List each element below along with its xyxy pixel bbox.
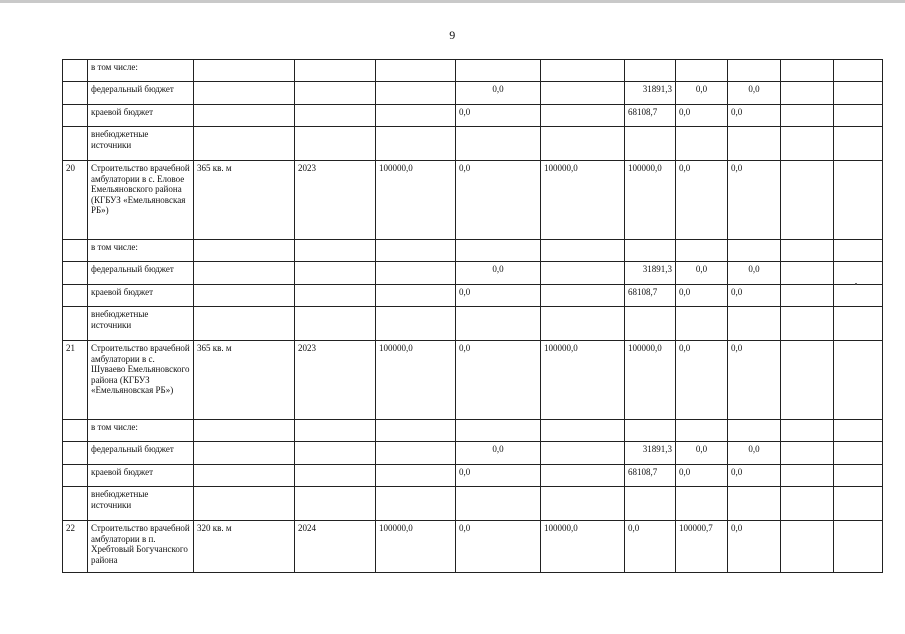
col11-cell (834, 521, 883, 573)
total-cell: 100000,0 (376, 341, 456, 420)
col8-cell: 0,0 (676, 285, 728, 307)
col8-cell: 0,0 (676, 442, 728, 465)
col7-cell (625, 487, 676, 521)
col8-cell: 0,0 (676, 105, 728, 127)
col5-cell: 0,0 (456, 341, 541, 420)
col11-cell (834, 307, 883, 341)
row-label-cell: федеральный бюджет (88, 442, 194, 465)
row-label-cell: федеральный бюджет (88, 82, 194, 105)
col7-cell: 100000,0 (625, 341, 676, 420)
col5-cell: 0,0 (456, 465, 541, 487)
col7-cell: 31891,3 (625, 442, 676, 465)
col7-cell (625, 420, 676, 442)
col7-cell (625, 60, 676, 82)
row-number-cell: 21 (63, 341, 88, 420)
table-row-item-22 (63, 521, 883, 573)
total-cell (376, 442, 456, 465)
col8-cell (676, 127, 728, 161)
row-number-cell (63, 60, 88, 82)
table-row (63, 307, 883, 341)
col9-cell (728, 60, 781, 82)
col6-cell (541, 105, 625, 127)
col9-cell: 0,0 (728, 161, 781, 240)
col7-cell (625, 240, 676, 262)
budget-table (62, 59, 883, 573)
area-cell (194, 487, 295, 521)
row-number-cell (63, 420, 88, 442)
col9-cell: 0,0 (728, 465, 781, 487)
year-cell (295, 420, 376, 442)
col6-cell (541, 262, 625, 285)
col6-cell: 100000,0 (541, 521, 625, 573)
col6-cell (541, 285, 625, 307)
row-number-cell (63, 82, 88, 105)
table-row-item-21 (63, 341, 883, 420)
col11-cell (834, 487, 883, 521)
year-cell (295, 262, 376, 285)
col6-cell: 100000,0 (541, 161, 625, 240)
col9-cell (728, 127, 781, 161)
col9-cell (728, 487, 781, 521)
row-label-cell: Строительство врачебной амбулатории в п. Хребтовый Богучанского района (88, 521, 194, 573)
col8-cell (676, 60, 728, 82)
col10-cell (781, 341, 834, 420)
col11-cell (834, 420, 883, 442)
row-number-cell (63, 105, 88, 127)
total-cell: 100000,0 (376, 161, 456, 240)
total-cell (376, 127, 456, 161)
col8-cell: 0,0 (676, 341, 728, 420)
col9-cell: 0,0 (728, 262, 781, 285)
area-cell (194, 262, 295, 285)
area-cell (194, 60, 295, 82)
total-cell: 100000,0 (376, 521, 456, 573)
col10-cell (781, 127, 834, 161)
col5-cell (456, 420, 541, 442)
col5-cell (456, 60, 541, 82)
total-cell (376, 285, 456, 307)
col8-cell (676, 307, 728, 341)
year-cell: 2023 (295, 161, 376, 240)
row-number-cell (63, 465, 88, 487)
total-cell (376, 82, 456, 105)
col11-cell (834, 465, 883, 487)
col7-cell (625, 307, 676, 341)
col10-cell (781, 82, 834, 105)
row-label-cell: внебюджетные источники (88, 487, 194, 521)
total-cell (376, 262, 456, 285)
table-row (63, 465, 883, 487)
col9-cell: 0,0 (728, 521, 781, 573)
year-cell (295, 307, 376, 341)
table-row-item-20 (63, 161, 883, 240)
row-label-cell: Строительство врачебной амбулатории в с. Шуваево Емельяновского района (КГБУЗ «Емельяновская РБ») (88, 341, 194, 420)
row-number-cell (63, 262, 88, 285)
scan-top-edge (0, 0, 905, 3)
row-label-cell: в том числе: (88, 60, 194, 82)
col5-cell: 0,0 (456, 285, 541, 307)
col10-cell (781, 105, 834, 127)
row-number-cell (63, 240, 88, 262)
col9-cell: 0,0 (728, 82, 781, 105)
col11-cell (834, 285, 883, 307)
col10-cell (781, 262, 834, 285)
col9-cell: 0,0 (728, 285, 781, 307)
col6-cell (541, 420, 625, 442)
total-cell (376, 420, 456, 442)
col7-cell: 31891,3 (625, 82, 676, 105)
row-number-cell (63, 307, 88, 341)
table-row (63, 60, 883, 82)
col7-cell: 68108,7 (625, 285, 676, 307)
area-cell (194, 285, 295, 307)
col9-cell: 0,0 (728, 105, 781, 127)
year-cell: 2024 (295, 521, 376, 573)
col6-cell (541, 60, 625, 82)
table-row (63, 82, 883, 105)
total-cell (376, 60, 456, 82)
col9-cell (728, 240, 781, 262)
year-cell (295, 285, 376, 307)
area-cell (194, 420, 295, 442)
area-cell (194, 307, 295, 341)
col8-cell: 0,0 (676, 465, 728, 487)
row-label-cell: краевой бюджет (88, 285, 194, 307)
col10-cell (781, 307, 834, 341)
row-number-cell (63, 127, 88, 161)
col11-cell (834, 442, 883, 465)
col5-cell (456, 127, 541, 161)
col9-cell: 0,0 (728, 442, 781, 465)
total-cell (376, 307, 456, 341)
total-cell (376, 487, 456, 521)
col9-cell (728, 420, 781, 442)
year-cell (295, 127, 376, 161)
col8-cell (676, 240, 728, 262)
row-label-cell: федеральный бюджет (88, 262, 194, 285)
row-label-cell: внебюджетные источники (88, 307, 194, 341)
row-number-cell (63, 487, 88, 521)
row-label-cell: внебюджетные источники (88, 127, 194, 161)
area-cell: 320 кв. м (194, 521, 295, 573)
col7-cell: 68108,7 (625, 105, 676, 127)
col6-cell (541, 487, 625, 521)
col9-cell (728, 307, 781, 341)
year-cell (295, 465, 376, 487)
area-cell (194, 240, 295, 262)
col7-cell: 31891,3 (625, 262, 676, 285)
col10-cell (781, 161, 834, 240)
col11-cell (834, 240, 883, 262)
row-label-cell: в том числе: (88, 420, 194, 442)
col10-cell (781, 487, 834, 521)
year-cell (295, 240, 376, 262)
area-cell (194, 82, 295, 105)
area-cell (194, 442, 295, 465)
col9-cell: 0,0 (728, 341, 781, 420)
table-row (63, 262, 883, 285)
total-cell (376, 465, 456, 487)
col8-cell: 0,0 (676, 262, 728, 285)
col11-cell (834, 127, 883, 161)
col6-cell (541, 442, 625, 465)
table-row (63, 240, 883, 262)
row-label-cell: краевой бюджет (88, 105, 194, 127)
year-cell (295, 442, 376, 465)
col10-cell (781, 521, 834, 573)
col5-cell: 0,0 (456, 82, 541, 105)
col11-cell (834, 341, 883, 420)
col10-cell (781, 465, 834, 487)
row-label-cell: в том числе: (88, 240, 194, 262)
col5-cell: 0,0 (456, 262, 541, 285)
row-label-cell: Строительство врачебной амбулатории в с. Еловое Емельяновского района (КГБУЗ «Емельяновская РБ») (88, 161, 194, 240)
col8-cell: 0,0 (676, 161, 728, 240)
col8-cell: 100000,7 (676, 521, 728, 573)
col6-cell (541, 307, 625, 341)
row-number-cell: 20 (63, 161, 88, 240)
col11-cell (834, 82, 883, 105)
col10-cell (781, 240, 834, 262)
scan-speck (855, 283, 857, 285)
table-row (63, 420, 883, 442)
area-cell: 365 кв. м (194, 161, 295, 240)
col11-cell (834, 161, 883, 240)
col5-cell (456, 487, 541, 521)
col10-cell (781, 60, 834, 82)
table-row (63, 285, 883, 307)
row-number-cell: 22 (63, 521, 88, 573)
col7-cell (625, 127, 676, 161)
col11-cell (834, 262, 883, 285)
col6-cell (541, 127, 625, 161)
table-row (63, 442, 883, 465)
col7-cell: 100000,0 (625, 161, 676, 240)
total-cell (376, 105, 456, 127)
col8-cell (676, 420, 728, 442)
col8-cell: 0,0 (676, 82, 728, 105)
col6-cell (541, 240, 625, 262)
col5-cell: 0,0 (456, 442, 541, 465)
col5-cell: 0,0 (456, 521, 541, 573)
area-cell (194, 127, 295, 161)
row-number-cell (63, 285, 88, 307)
year-cell (295, 487, 376, 521)
table-row (63, 105, 883, 127)
year-cell (295, 105, 376, 127)
total-cell (376, 240, 456, 262)
col10-cell (781, 420, 834, 442)
col7-cell: 68108,7 (625, 465, 676, 487)
col5-cell: 0,0 (456, 105, 541, 127)
col8-cell (676, 487, 728, 521)
col10-cell (781, 285, 834, 307)
col5-cell (456, 307, 541, 341)
col5-cell (456, 240, 541, 262)
table-row (63, 127, 883, 161)
table-row (63, 487, 883, 521)
area-cell (194, 105, 295, 127)
year-cell (295, 60, 376, 82)
page-number: 9 (449, 28, 456, 42)
col6-cell: 100000,0 (541, 341, 625, 420)
col11-cell (834, 60, 883, 82)
col6-cell (541, 465, 625, 487)
col10-cell (781, 442, 834, 465)
col6-cell (541, 82, 625, 105)
area-cell: 365 кв. м (194, 341, 295, 420)
row-number-cell (63, 442, 88, 465)
year-cell (295, 82, 376, 105)
col11-cell (834, 105, 883, 127)
year-cell: 2023 (295, 341, 376, 420)
area-cell (194, 465, 295, 487)
col5-cell: 0,0 (456, 161, 541, 240)
row-label-cell: краевой бюджет (88, 465, 194, 487)
col7-cell: 0,0 (625, 521, 676, 573)
table-body (63, 60, 883, 573)
